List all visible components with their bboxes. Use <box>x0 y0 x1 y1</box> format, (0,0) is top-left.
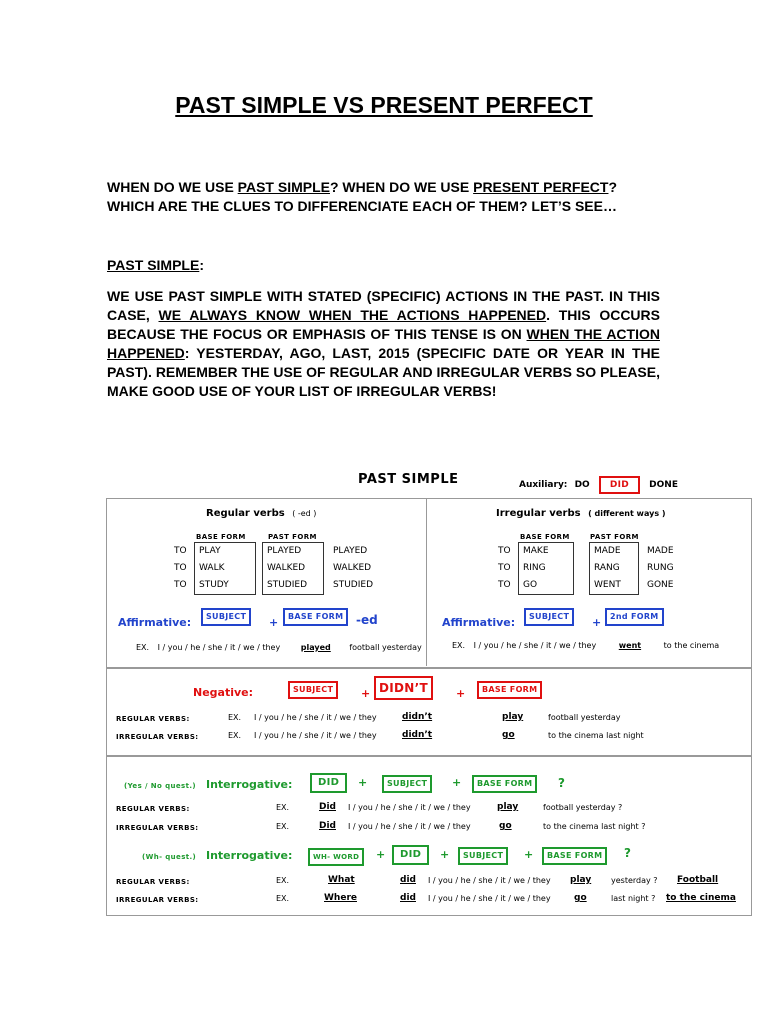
intro-text: ? WHEN DO WE USE <box>329 179 474 195</box>
section-heading <box>107 256 660 275</box>
auxiliary-legend <box>519 476 678 494</box>
plus-sign: + <box>592 616 602 629</box>
wh-row-verb: play <box>570 875 592 885</box>
plus-sign: + <box>456 687 466 700</box>
base-verb: GO <box>523 580 538 590</box>
section-heading-text: PAST SIMPLE <box>107 257 200 273</box>
panel-divider <box>426 498 427 666</box>
ex-subject: I / you / he / she / it / we / they <box>157 643 281 652</box>
regular-base-column <box>194 542 256 595</box>
para-text: : YESTERDAY, AGO, LAST, 2015 (SPECIFIC DATE OR YEAR IN THE PAST). REMEMBER THE USE OF REGULAR AND IRREGULAR VERBS SO PLEASE, MAKE GOOD USE OF YOUR LIST OF IRREGULAR VERBS! <box>107 345 660 399</box>
to-label: TO <box>498 546 511 556</box>
regular-heading-text: Regular verbs <box>206 508 285 519</box>
intro-line-2: WHICH ARE THE CLUES TO DIFFERENCIATE EACH OF THEM? LET’S SEE… <box>107 198 617 214</box>
past-verb: PLAYED <box>267 546 302 556</box>
wh-base-form-box: BASE FORM <box>542 847 607 865</box>
past-verb: WALKED <box>267 563 306 573</box>
base-verb: STUDY <box>199 580 229 590</box>
wh-row-type: IRREGULAR VERBS: <box>116 896 199 904</box>
plus-sign: + <box>524 848 534 861</box>
to-label: TO <box>174 563 187 573</box>
plus-sign: + <box>269 616 279 629</box>
wh-row-answer: Football <box>677 875 719 885</box>
yn-row-subject: I / you / he / she / it / we / they <box>348 822 471 831</box>
wh-row-aux: did <box>400 875 416 885</box>
regular-heading <box>206 508 316 519</box>
irregular-base-header: BASE FORM <box>520 533 570 541</box>
yn-row-verb: go <box>499 821 512 831</box>
irregular-to-column <box>498 543 511 594</box>
page-title: PAST SIMPLE VS PRESENT PERFECT <box>175 92 593 118</box>
ex-rest: football yesterday <box>349 643 422 652</box>
yn-row-subject: I / you / he / she / it / we / they <box>348 803 471 812</box>
wh-row-rest: yesterday ? <box>611 876 658 885</box>
ex-verb: played <box>300 643 331 652</box>
to-label: TO <box>174 580 187 590</box>
past-verb: WENT <box>594 580 621 590</box>
para-emphasis: WE ALWAYS KNOW WHEN THE ACTIONS HAPPENED <box>158 307 547 323</box>
past-verb: MADE <box>594 546 621 556</box>
yesno-interrogative-label: Interrogative: <box>206 778 293 791</box>
neg-row-subject: I / you / he / she / it / we / they <box>254 713 377 722</box>
plus-sign: + <box>361 687 371 700</box>
negative-subject-box: SUBJECT <box>288 681 338 699</box>
intro-term-present-perfect: PRESENT PERFECT <box>473 179 609 195</box>
neg-row-subject: I / you / he / she / it / we / they <box>254 731 377 740</box>
wh-row-word: Where <box>324 893 357 903</box>
question-mark: ? <box>558 776 565 790</box>
yn-row-aux: Did <box>319 821 336 831</box>
past-verb: STUDIED <box>267 580 307 590</box>
irregular-heading <box>496 508 666 519</box>
plus-sign: + <box>440 848 450 861</box>
wh-interrogative-label: Interrogative: <box>206 849 293 862</box>
neg-row-aux: didn’t <box>402 730 433 740</box>
wh-row-aux: did <box>400 893 416 903</box>
wh-row-answer: to the cinema <box>666 893 736 903</box>
ex-label: EX. <box>452 641 466 650</box>
to-label: TO <box>174 546 187 556</box>
irregular-base-column <box>518 542 574 595</box>
wh-word-box: WH- WORD <box>308 848 364 866</box>
yesno-subject-box: SUBJECT <box>382 775 432 793</box>
base-verb: PLAY <box>199 546 221 556</box>
intro-term-past-simple: PAST SIMPLE <box>237 179 330 195</box>
yesno-tag: (Yes / No quest.) <box>124 782 196 790</box>
aux-done: DONE <box>649 480 678 490</box>
regular-past-participle <box>333 543 373 594</box>
ex-label: EX. <box>136 643 150 652</box>
past-simple-paragraph <box>107 287 660 401</box>
wh-row-ex: EX. <box>276 876 290 885</box>
aux-do: DO <box>574 480 590 490</box>
didnt-box: DIDN’T <box>374 676 433 700</box>
yn-row-ex: EX. <box>276 822 290 831</box>
yn-row-rest: to the cinema last night ? <box>543 822 646 831</box>
regular-affirmative-label: Affirmative: <box>118 616 192 629</box>
irregular-past-participle <box>647 543 674 594</box>
yesno-base-form-box: BASE FORM <box>472 775 537 793</box>
wh-row-verb: go <box>574 893 587 903</box>
participle-verb: MADE <box>647 546 674 556</box>
wh-row-type: REGULAR VERBS: <box>116 878 190 886</box>
neg-row-rest: football yesterday <box>548 713 621 722</box>
base-verb: RING <box>523 563 546 573</box>
participle-verb: GONE <box>647 580 674 590</box>
aux-did-box: DID <box>599 476 640 494</box>
participle-verb: RUNG <box>647 563 674 573</box>
yn-row-aux: Did <box>319 802 336 812</box>
regular-base-header: BASE FORM <box>196 533 246 541</box>
base-verb: MAKE <box>523 546 549 556</box>
past-simple-chart <box>106 460 750 920</box>
neg-row-ex: EX. <box>228 713 242 722</box>
participle-verb: PLAYED <box>333 546 368 556</box>
irregular-heading-text: Irregular verbs <box>496 508 581 519</box>
yesno-did-box: DID <box>310 773 347 793</box>
wh-row-ex: EX. <box>276 894 290 903</box>
wh-subject-box: SUBJECT <box>458 847 508 865</box>
aux-label: Auxiliary: <box>519 480 568 490</box>
ex-subject: I / you / he / she / it / we / they <box>473 641 597 650</box>
participle-verb: STUDIED <box>333 580 373 590</box>
regular-example <box>136 643 422 652</box>
ex-rest: to the cinema <box>663 641 720 650</box>
irregular-past-column <box>589 542 639 595</box>
past-verb: RANG <box>594 563 620 573</box>
irregular-example <box>452 641 719 650</box>
regular-note: ( -ed ) <box>292 509 317 518</box>
section-heading-colon: : <box>199 257 204 273</box>
irregular-note: ( different ways ) <box>588 509 666 518</box>
chart-title: PAST SIMPLE <box>358 472 459 487</box>
intro-text: ? <box>608 179 618 195</box>
para-text: WE USE PAST SIMPLE WITH STATED (SPECIFIC) ACTIONS IN THE PAST. IN THIS CASE, <box>107 288 660 323</box>
yn-row-ex: EX. <box>276 803 290 812</box>
intro-question <box>107 178 660 216</box>
regular-past-header: PAST FORM <box>268 533 317 541</box>
para-text: . THIS OCCURS BECAUSE THE FOCUS OR EMPHASIS OF THIS TENSE IS ON <box>107 307 660 342</box>
negative-base-form-box: BASE FORM <box>477 681 542 699</box>
irregular-2nd-form-box: 2nd FORM <box>605 608 664 626</box>
irregular-past-header: PAST FORM <box>590 533 639 541</box>
base-verb: WALK <box>199 563 225 573</box>
wh-row-word: What <box>328 875 355 885</box>
participle-verb: WALKED <box>333 563 372 573</box>
neg-row-aux: didn’t <box>402 712 433 722</box>
yn-row-verb: play <box>497 802 519 812</box>
regular-to-column <box>174 543 187 594</box>
regular-past-column <box>262 542 324 595</box>
neg-row-verb: play <box>502 712 524 722</box>
irregular-affirmative-label: Affirmative: <box>442 616 516 629</box>
wh-row-subject: I / you / he / she / it / we / they <box>428 876 551 885</box>
neg-row-type: REGULAR VERBS: <box>116 715 190 723</box>
intro-text: WHEN DO WE USE <box>107 179 238 195</box>
wh-row-rest: last night ? <box>611 894 656 903</box>
ed-suffix: -ed <box>356 613 378 627</box>
yn-row-rest: football yesterday ? <box>543 803 623 812</box>
neg-row-rest: to the cinema last night <box>548 731 644 740</box>
regular-base-form-box: BASE FORM <box>283 608 348 626</box>
plus-sign: + <box>358 776 368 789</box>
neg-row-type: IRREGULAR VERBS: <box>116 733 199 741</box>
neg-row-verb: go <box>502 730 515 740</box>
yn-row-type: REGULAR VERBS: <box>116 805 190 813</box>
irregular-subject-box: SUBJECT <box>524 608 574 626</box>
regular-subject-box: SUBJECT <box>201 608 251 626</box>
para-emphasis: WHEN THE ACTION HAPPENED <box>107 326 660 361</box>
ex-verb: went <box>618 641 642 650</box>
wh-tag: (Wh- quest.) <box>142 853 197 861</box>
wh-row-subject: I / you / he / she / it / we / they <box>428 894 551 903</box>
question-mark: ? <box>624 846 631 860</box>
yn-row-type: IRREGULAR VERBS: <box>116 824 199 832</box>
plus-sign: + <box>452 776 462 789</box>
plus-sign: + <box>376 848 386 861</box>
wh-did-box: DID <box>392 845 429 865</box>
to-label: TO <box>498 563 511 573</box>
negative-label: Negative: <box>193 686 254 699</box>
neg-row-ex: EX. <box>228 731 242 740</box>
to-label: TO <box>498 580 511 590</box>
